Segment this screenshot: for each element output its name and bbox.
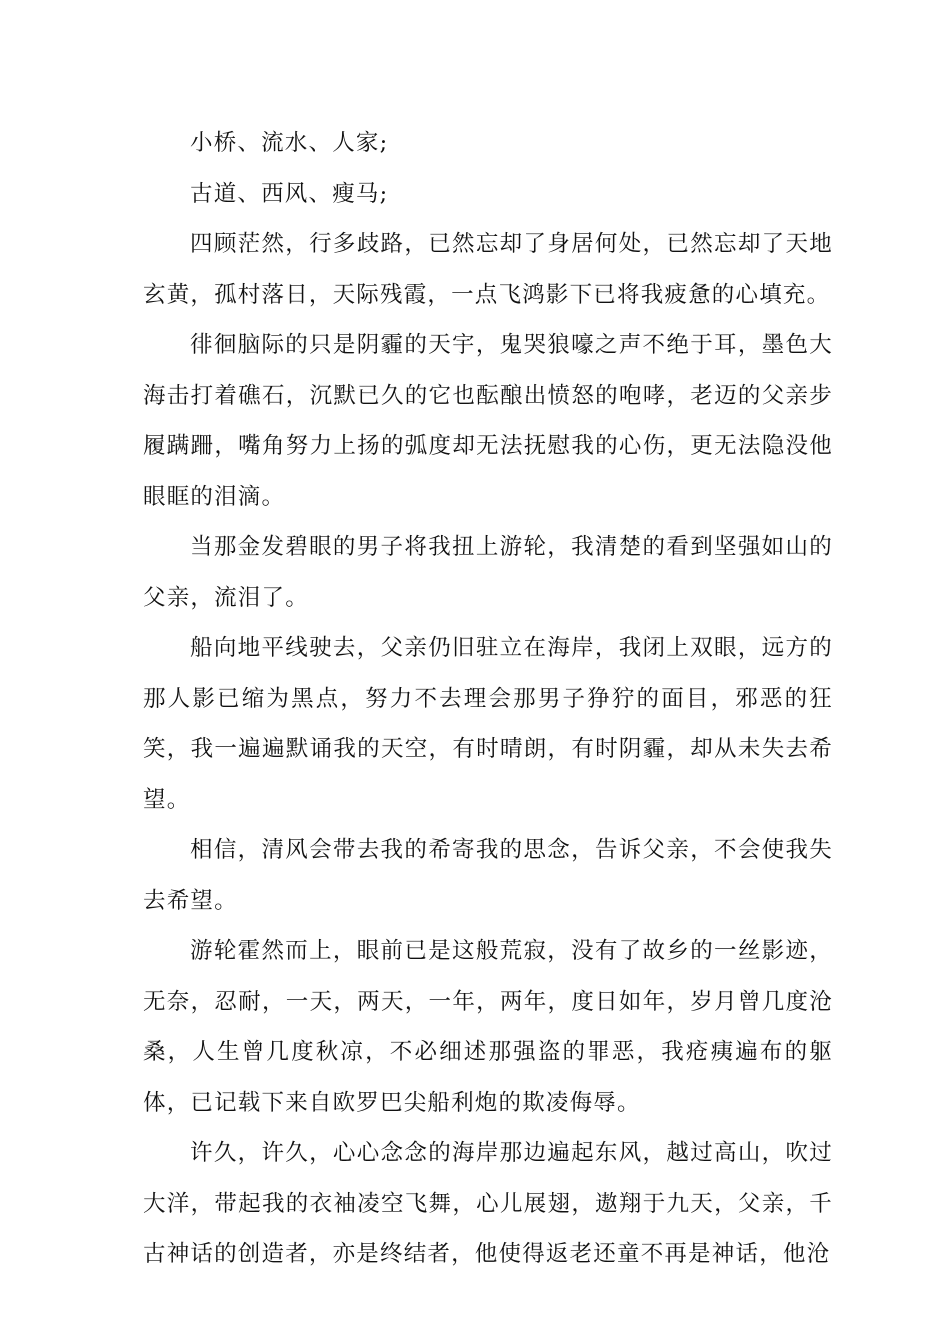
paragraph-7: 相信，清风会带去我的希寄我的思念，告诉父亲，不会使我失去希望。 <box>143 837 833 914</box>
paragraph-3: 四顾茫然，行多歧路，已然忘却了身居何处，已然忘却了天地玄黄，孤村落日，天际残霞，一点飞鸿影下已将我疲惫的心填充。 <box>143 231 833 308</box>
paragraph-9: 许久，许久，心心念念的海岸那边遍起东风，越过高山，吹过大洋，带起我的衣袖凌空飞舞，心儿展翅，遨翔于九天，父亲，千古神话的创造者，亦是终结者，他使得返老还童不再是神话，他沧 <box>143 1140 833 1267</box>
paragraph-6: 船向地平线驶去，父亲仍旧驻立在海岸，我闭上双眼，远方的那人影已缩为黑点，努力不去理会那男子狰狞的面目，邪恶的狂笑，我一遍遍默诵我的天空，有时晴朗，有时阴霾，却从未失去希望。 <box>143 635 833 813</box>
article-body <box>143 118 833 1280</box>
paragraph-5: 当那金发碧眼的男子将我扭上游轮，我清楚的看到坚强如山的父亲，流泪了。 <box>143 534 833 611</box>
paragraph-4: 徘徊脑际的只是阴霾的天宇，鬼哭狼嚎之声不绝于耳，墨色大海击打着礁石，沉默已久的它也酝酿出愤怒的咆哮，老迈的父亲步履蹒跚，嘴角努力上扬的弧度却无法抚慰我的心伤，更无法隐没他眼眶的泪滴。 <box>143 332 833 510</box>
paragraph-1: 小桥、流水、人家; <box>190 130 389 156</box>
paragraph-8: 游轮霍然而上，眼前已是这般荒寂，没有了故乡的一丝影迹，无奈，忍耐，一天，两天，一年，两年，度日如年，岁月曾几度沧桑，人生曾几度秋凉，不必细述那强盗的罪恶，我疮痍遍布的躯体，已记载下来自欧罗巴尖船利炮的欺凌侮辱。 <box>143 938 833 1116</box>
paragraph-2: 古道、西风、瘦马; <box>190 180 389 207</box>
